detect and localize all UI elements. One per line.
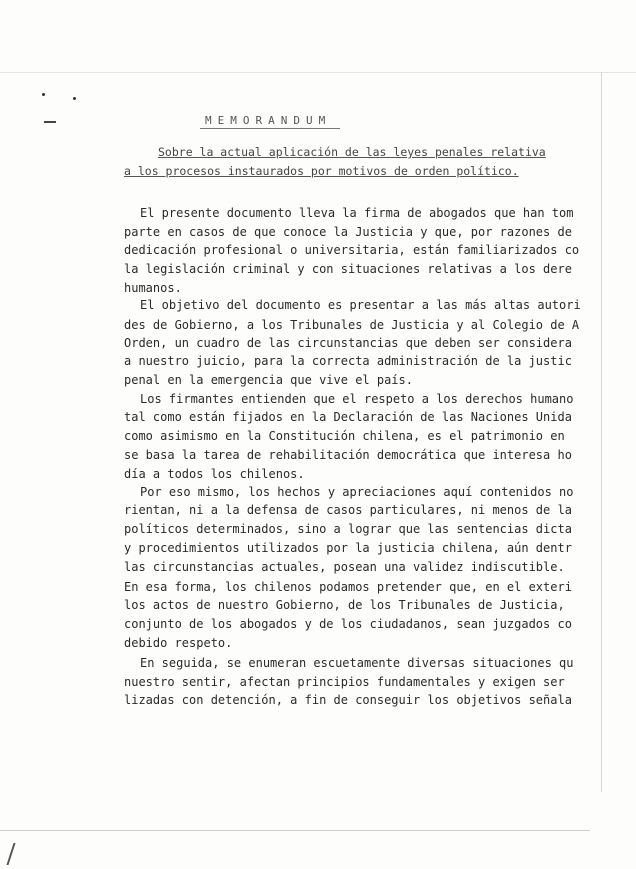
margin-dot-left bbox=[42, 93, 45, 96]
body-line: debido respeto. bbox=[124, 636, 233, 650]
body-line: humanos. bbox=[124, 281, 182, 295]
body-line: nuestro sentir, afectan principios fundamentales y exigen ser bbox=[124, 675, 565, 689]
body-line: políticos determinados, sino a lograr que las sentencias dicta bbox=[124, 522, 572, 536]
body-line: penal en la emergencia que vive el país. bbox=[124, 373, 413, 387]
body-line: dedicación profesional o universitaria, están familiarizados co bbox=[124, 243, 580, 257]
scan-edge-bottom bbox=[0, 830, 590, 831]
body-line: como asimismo en la Constitución chilena, es el patrimonio en bbox=[124, 429, 565, 443]
body-line: rientan, ni a la defensa de casos particulares, ni menos de la bbox=[124, 503, 572, 517]
scan-edge-top bbox=[0, 72, 636, 73]
stray-pen-mark bbox=[6, 843, 23, 865]
body-line: se basa la tarea de rehabilitación democrática que interesa ho bbox=[124, 448, 572, 462]
subtitle-line-2: a los procesos instaurados por motivos de orden político. bbox=[124, 164, 519, 178]
margin-dot-right bbox=[73, 97, 76, 100]
body-line: las circunstancias actuales, posean una validez indiscutible. bbox=[124, 560, 565, 574]
body-line: Los firmantes entienden que el respeto a los derechos humano bbox=[140, 392, 574, 406]
body-line: Por eso mismo, los hechos y apreciaciones aquí contenidos no bbox=[140, 485, 574, 499]
body-line: día a todos los chilenos. bbox=[124, 467, 305, 481]
scan-edge-right bbox=[601, 72, 602, 792]
document-heading: MEMORANDUM bbox=[205, 114, 332, 127]
body-line: a nuestro juicio, para la correcta administración de la justic bbox=[124, 354, 572, 368]
body-line: Orden, un cuadro de las circunstancias que deben ser considera bbox=[124, 336, 572, 350]
body-line: lizadas con detención, a fin de conseguir los objetivos señala bbox=[124, 693, 572, 707]
body-line: los actos de nuestro Gobierno, de los Tribunales de Justicia, bbox=[124, 598, 565, 612]
heading-underline bbox=[200, 128, 340, 129]
body-line: En seguida, se enumeran escuetamente diversas situaciones qu bbox=[140, 656, 574, 670]
body-line: En esa forma, los chilenos podamos pretender que, en el exteri bbox=[124, 580, 572, 594]
body-line: parte en casos de que conoce la Justicia y que, por razones de bbox=[124, 225, 572, 239]
body-line: conjunto de los abogados y de los ciudadanos, sean juzgados co bbox=[124, 617, 572, 631]
body-line: El presente documento lleva la firma de abogados que han tom bbox=[140, 206, 574, 220]
body-line: des de Gobierno, a los Tribunales de Justicia y al Colegio de A bbox=[124, 318, 580, 332]
body-line: y procedimientos utilizados por la justicia chilena, aún dentr bbox=[124, 541, 572, 555]
subtitle-line-1: Sobre la actual aplicación de las leyes penales relativa bbox=[158, 145, 546, 159]
body-line: la legislación criminal y con situaciones relativas a los dere bbox=[124, 262, 572, 276]
margin-dash bbox=[44, 121, 56, 123]
body-line: El objetivo del documento es presentar a las más altas autori bbox=[140, 298, 581, 312]
body-line: tal como están fijados en la Declaración de las Naciones Unida bbox=[124, 410, 572, 424]
